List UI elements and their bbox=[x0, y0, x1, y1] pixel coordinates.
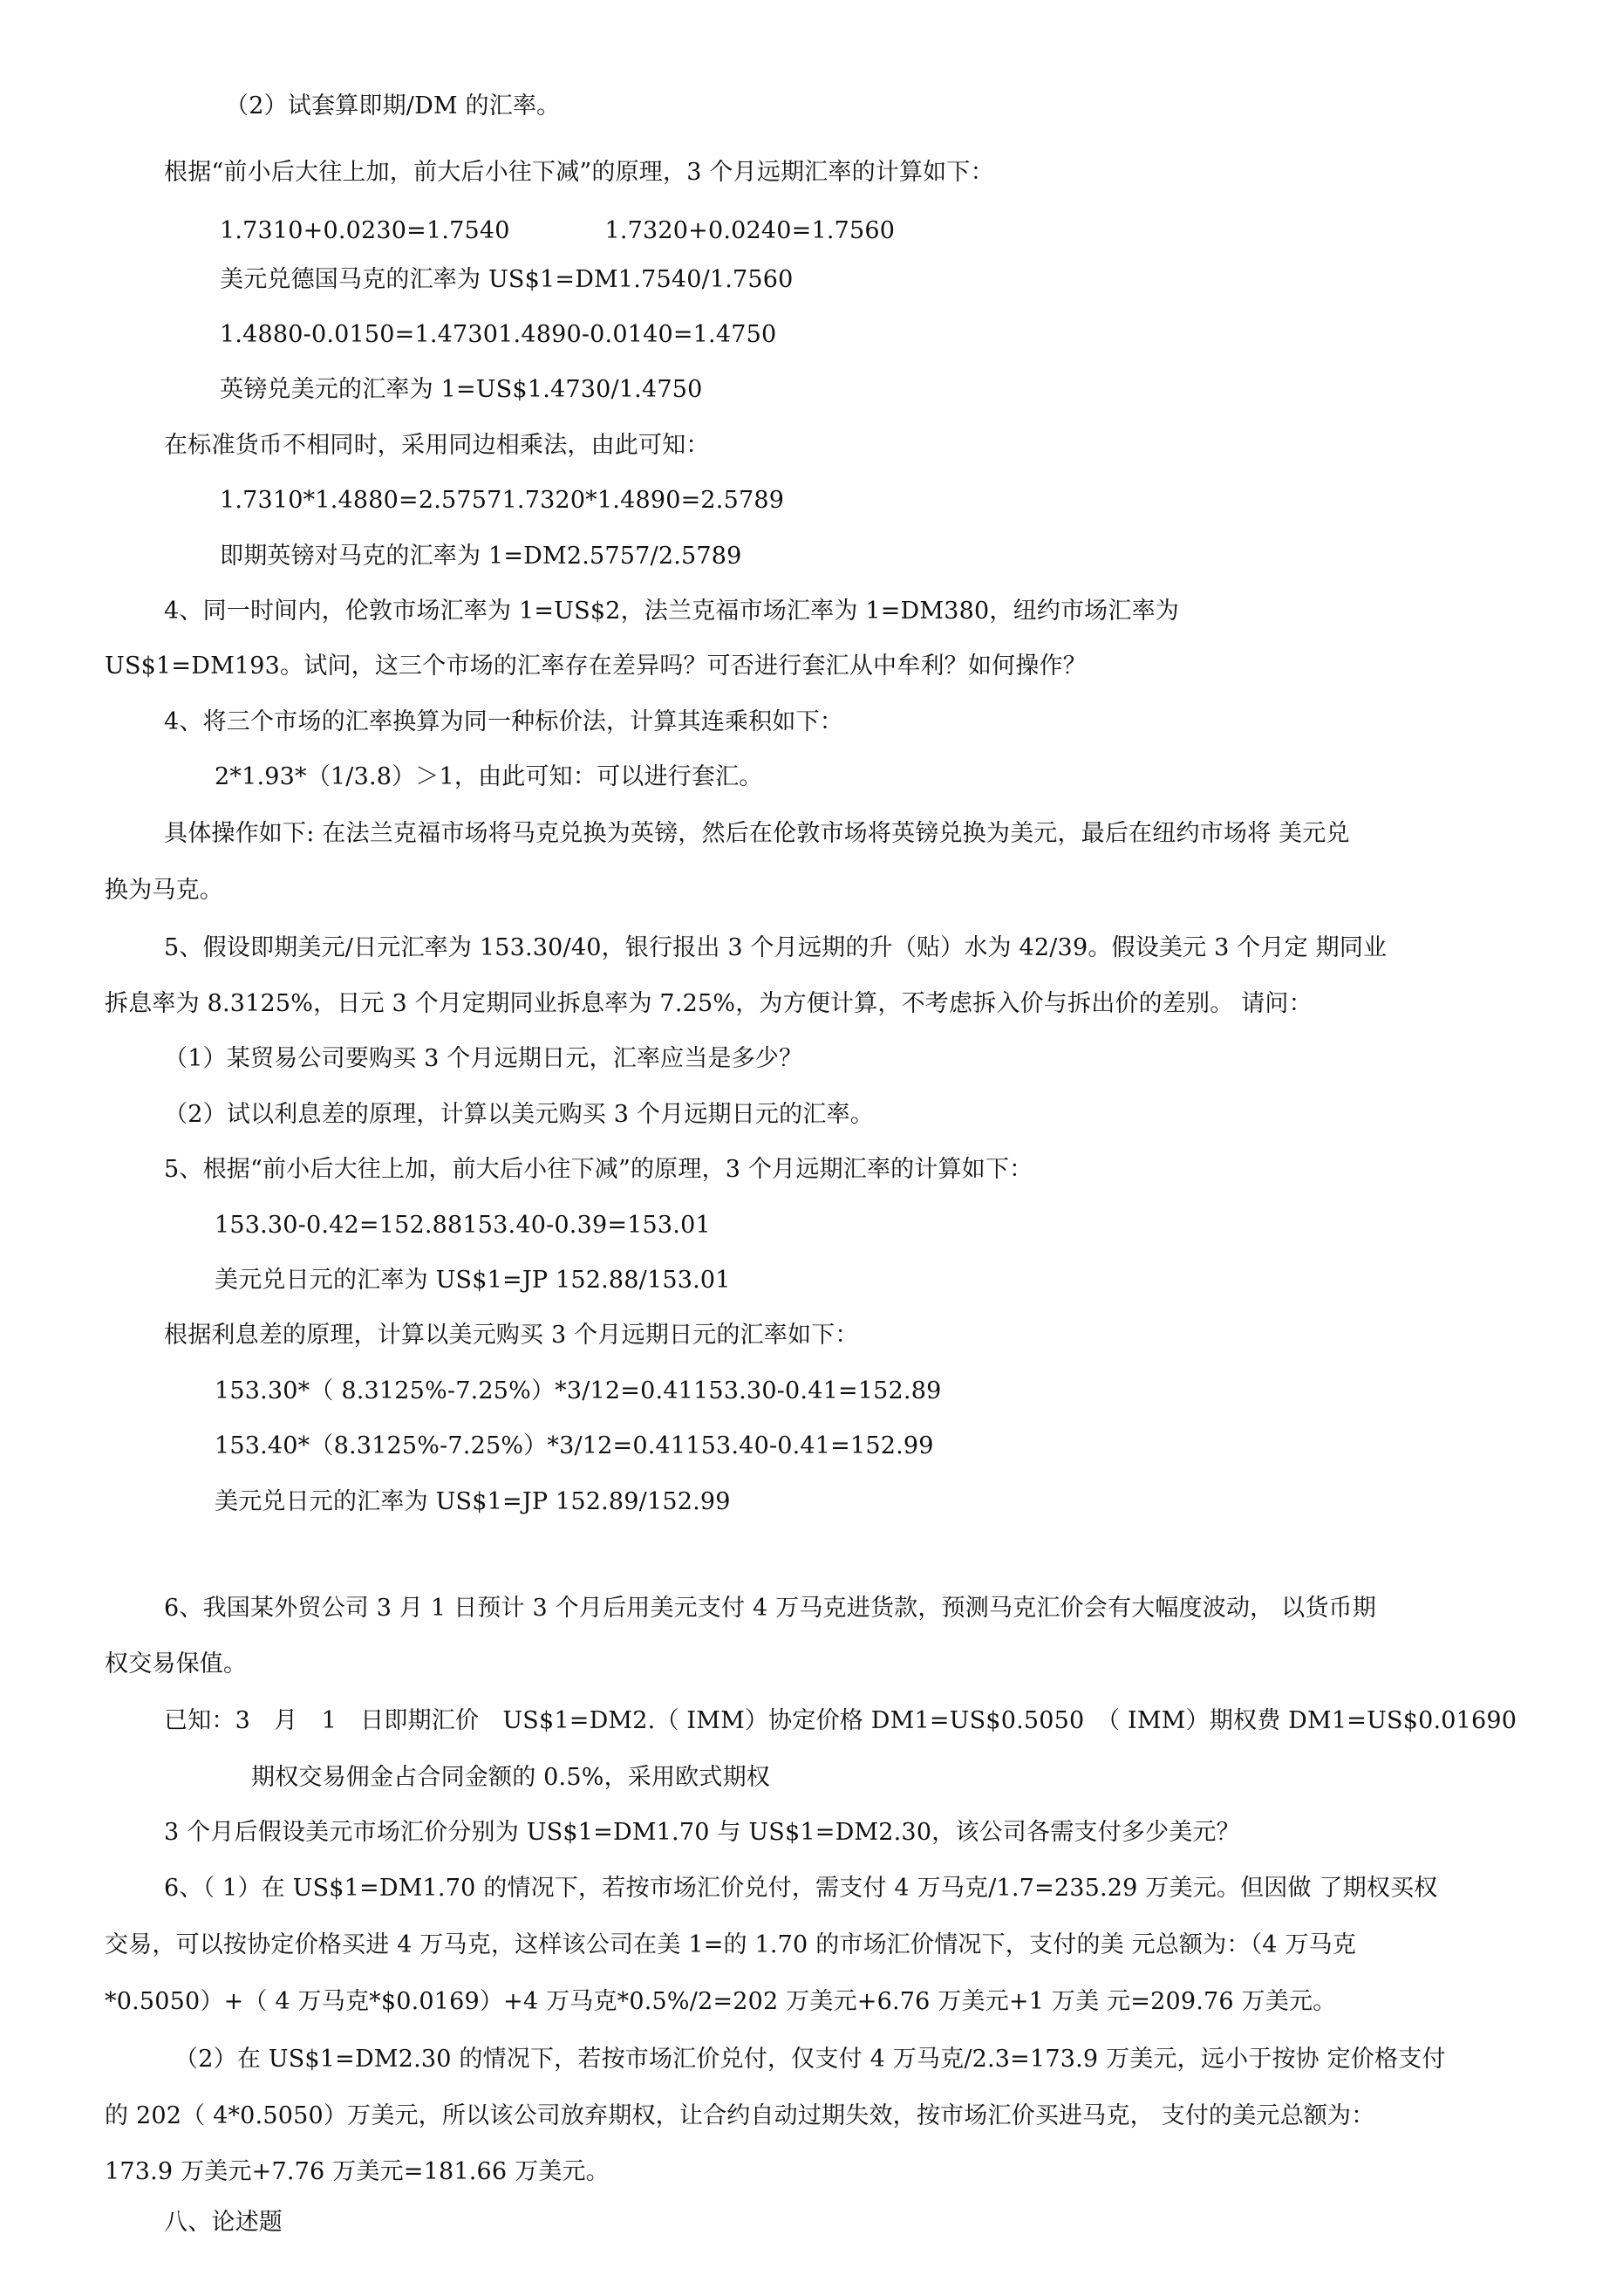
text-line: 在标准货币不相同时，采用同边相乘法，由此可知： bbox=[164, 432, 710, 459]
text-line: （2）试以利息差的原理，计算以美元购买 3 个月远期日元的汇率。 bbox=[164, 1101, 874, 1128]
text-line: 6、（ 1）在 US$1=DM1.70 的情况下，若按市场汇价兑付，需支付 4 万马克/1.7=235.29 万美元。但因做 了期权买权 bbox=[164, 1875, 1438, 1902]
text-line: 的 202（ 4*0.5050）万美元，所以该公司放弃期权，让合约自动过期失效，按市场汇价买进马克， 支付的美元总额为： bbox=[105, 2102, 1375, 2129]
text-line: 美元兑德国马克的汇率为 US$1=DM1.7540/1.7560 bbox=[220, 266, 794, 293]
text-line: （2）试套算即期/DM 的汇率。 bbox=[225, 92, 561, 120]
text-line: 英镑兑美元的汇率为 1=US$1.4730/1.4750 bbox=[220, 376, 703, 403]
text-line: （2）在 US$1=DM2.30 的情况下，若按市场汇价兑付，仅支付 4 万马克/2.3=173.9 万美元，远小于按协 定价格支付 bbox=[174, 2046, 1446, 2073]
text-line: （1）某贸易公司要购买 3 个月远期日元，汇率应当是多少？ bbox=[164, 1045, 803, 1072]
text-line: 2*1.93*（1/3.8）＞1，由此可知：可以进行套汇。 bbox=[215, 763, 763, 790]
text-line: 换为马克。 bbox=[105, 877, 223, 904]
text-line: 美元兑日元的汇率为 US$1=JP 152.88/153.01 bbox=[215, 1267, 731, 1294]
text-line: 3 个月后假设美元市场汇价分别为 US$1=DM1.70 与 US$1=DM2.30，该公司各需支付多少美元？ bbox=[164, 1819, 1240, 1846]
text-line: 1.7310+0.0230=1.7540 1.7320+0.0240=1.7560 bbox=[220, 217, 896, 244]
text-line: 5、根据“前小后大往上加，前大后小往下减”的原理，3 个月远期汇率的计算如下： bbox=[164, 1156, 1033, 1183]
text-line: 拆息率为 8.3125%，日元 3 个月定期同业拆息率为 7.25%，为方便计算，不考虑拆入价与拆出价的差别。 请问： bbox=[105, 990, 1313, 1017]
text-line: 153.40*（8.3125%-7.25%）*3/12=0.41153.40-0.41=152.99 bbox=[215, 1432, 934, 1459]
text-line: 即期英镑对马克的汇率为 1=DM2.5757/2.5789 bbox=[220, 543, 742, 570]
text-line: 1.4880-0.0150=1.47301.4890-0.0140=1.4750 bbox=[220, 321, 777, 348]
text-line: 173.9 万美元+7.76 万美元=181.66 万美元。 bbox=[105, 2158, 610, 2185]
text-line: *0.5050）+（ 4 万马克*$0.0169）+4 万马克*0.5%/2=202 万美元+6.76 万美元+1 万美 元=209.76 万美元。 bbox=[105, 1988, 1337, 2015]
text-line: 已知：3 月 1 日即期汇价 US$1=DM2.（ IMM）协定价格 DM1=US$0.5050 （ IMM）期权费 DM1=US$0.01690 bbox=[164, 1707, 1517, 1734]
text-line: 美元兑日元的汇率为 US$1=JP 152.89/152.99 bbox=[215, 1488, 731, 1515]
text-line: 根据“前小后大往上加，前大后小往下减”的原理，3 个月远期汇率的计算如下： bbox=[164, 159, 994, 186]
text-line: 6、我国某外贸公司 3 月 1 日预计 3 个月后用美元支付 4 万马克进货款，预测马克汇价会有大幅度波动， 以货币期 bbox=[164, 1595, 1376, 1622]
section-heading: 八、论述题 bbox=[164, 2209, 283, 2236]
text-line: 1.7310*1.4880=2.57571.7320*1.4890=2.5789 bbox=[220, 487, 785, 514]
text-line: 153.30-0.42=152.88153.40-0.39=153.01 bbox=[215, 1212, 711, 1239]
text-line: 具体操作如下: 在法兰克福市场将马克兑换为英镑，然后在伦敦市场将英镑兑换为美元，最后在纽约市场将 美元兑 bbox=[164, 820, 1350, 847]
text-line: 权交易保值。 bbox=[105, 1650, 248, 1678]
text-line: 根据利息差的原理，计算以美元购买 3 个月远期日元的汇率如下： bbox=[164, 1322, 859, 1349]
text-line: 4、同一时间内，伦敦市场汇率为 1=US$2，法兰克福市场汇率为 1=DM380，纽约市场汇率为 bbox=[164, 598, 1179, 625]
text-line: 交易，可以按协定价格买进 4 万马克，这样该公司在美 1=的 1.70 的市场汇价情况下，支付的美 元总额为：（4 万马克 bbox=[105, 1931, 1357, 1958]
text-line: 期权交易佣金占合同金额的 0.5%，采用欧式期权 bbox=[251, 1764, 770, 1791]
text-line: 153.30*（ 8.3125%-7.25%）*3/12=0.41153.30-0.41=152.89 bbox=[215, 1377, 942, 1404]
text-line: US$1=DM193。试问，这三个市场的汇率存在差异吗？可否进行套汇从中牟利？如何操作？ bbox=[105, 653, 1087, 680]
text-line: 5、假设即期美元/日元汇率为 153.30/40，银行报出 3 个月远期的升（贴）水为 42/39。假设美元 3 个月定 期同业 bbox=[164, 934, 1388, 961]
text-line: 4、将三个市场的汇率换算为同一种标价法，计算其连乘积如下： bbox=[164, 708, 843, 735]
